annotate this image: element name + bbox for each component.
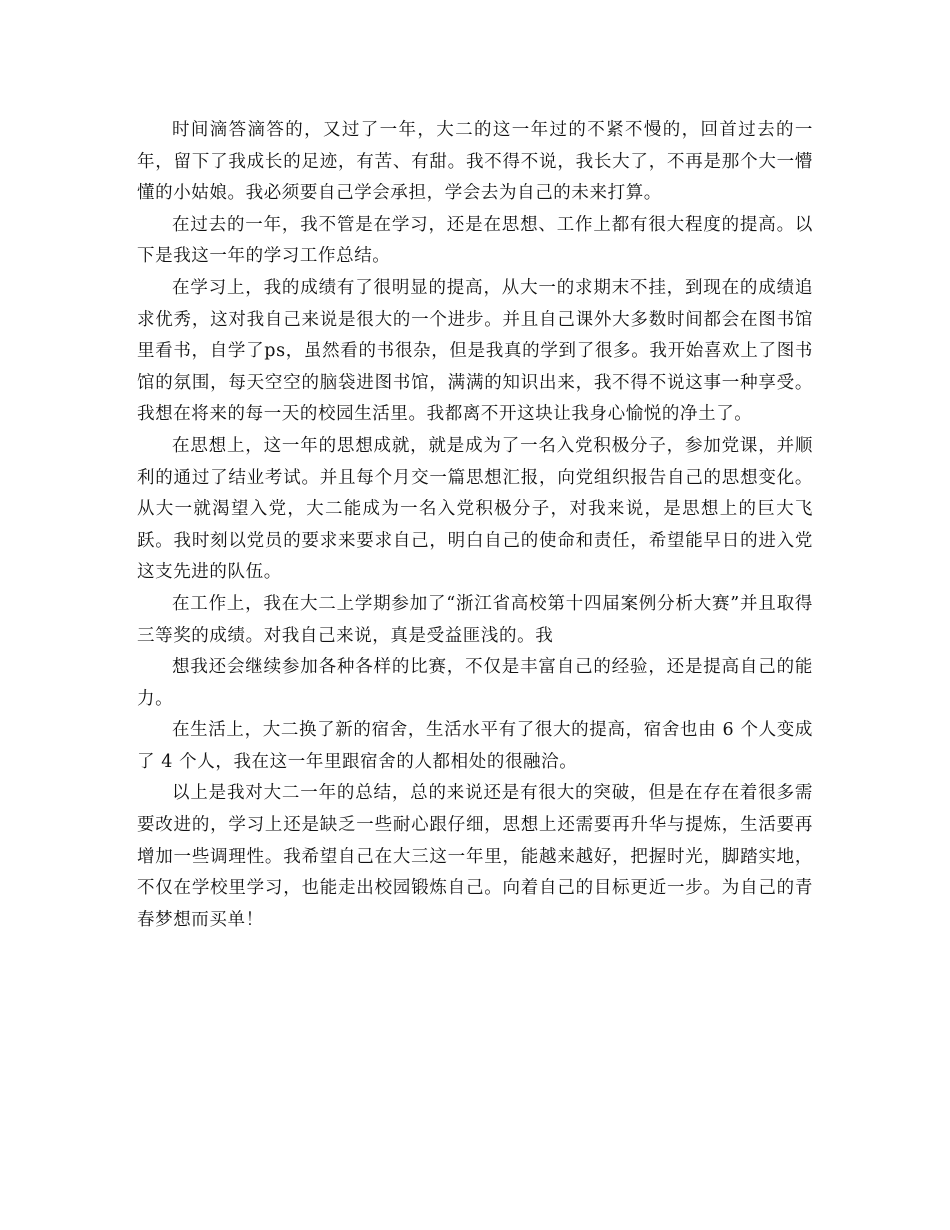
- paragraph-intro: 时间滴答滴答的，又过了一年，大二的这一年过的不紧不慢的，回首过去的一年，留下了我成长的足迹，有苦、有甜。我不得不说，我长大了，不再是那个大一懵懂的小姑娘。我必须要自己学会承担，学会去为自己的未来打算。: [137, 120, 813, 204]
- paragraph-life: 在生活上，大二换了新的宿舍，生活水平有了很大的提高，宿舍也由 6 个人变成了 4 个人，我在这一年里跟宿舍的人都相处的很融洽。: [137, 720, 813, 772]
- document-body: [137, 115, 813, 936]
- paragraph-thought: 在思想上，这一年的思想成就，就是成为了一名入党积极分子，参加党课，并顺利的通过了结业考试。并且每个月交一篇思想汇报，向党组织报告自己的思想变化。从大一就渴望入党，大二能成为一名入党积极分子，对我来说，是思想上的巨大飞跃。我时刻以党员的要求来要求自己，明白自己的使命和责任，希望能早日的进入党这支先进的队伍。: [137, 435, 813, 583]
- paragraph-study: 在学习上，我的成绩有了很明显的提高，从大一的求期末不挂，到现在的成绩追求优秀，这对我自己来说是很大的一个进步。并且自己课外大多数时间都会在图书馆里看书，自学了ps，虽然看的书很杂，但是我真的学到了很多。我开始喜欢上了图书馆的氛围，每天空空的脑袋进图书馆，满满的知识出来，我不得不说这事一种享受。我想在将来的每一天的校园生活里。我都离不开这块让我身心愉悦的净土了。: [137, 277, 813, 425]
- paragraph-work-continued: 想我还会继续参加各种各样的比赛，不仅是丰富自己的经验，还是提高自己的能力。: [137, 657, 813, 709]
- paragraph-work: 在工作上，我在大二上学期参加了“浙江省高校第十四届案例分析大赛”并且取得三等奖的成绩。对我自己来说，真是受益匪浅的。我: [137, 593, 813, 646]
- paragraph-overview: 在过去的一年，我不管是在学习，还是在思想、工作上都有很大程度的提高。以下是我这一年的学习工作总结。: [137, 214, 813, 267]
- paragraph-conclusion: 以上是我对大二一年的总结，总的来说还是有很大的突破，但是在存在着很多需要改进的，学习上还是缺乏一些耐心跟仔细，思想上还需要再升华与提炼，生活要再增加一些调理性。我希望自己在大三这一年里，能越来越好，把握时光，脚踏实地，不仅在学校里学习，也能走出校园锻炼自己。向着自己的目标更近一步。为自己的青春梦想而买单！: [137, 783, 813, 930]
